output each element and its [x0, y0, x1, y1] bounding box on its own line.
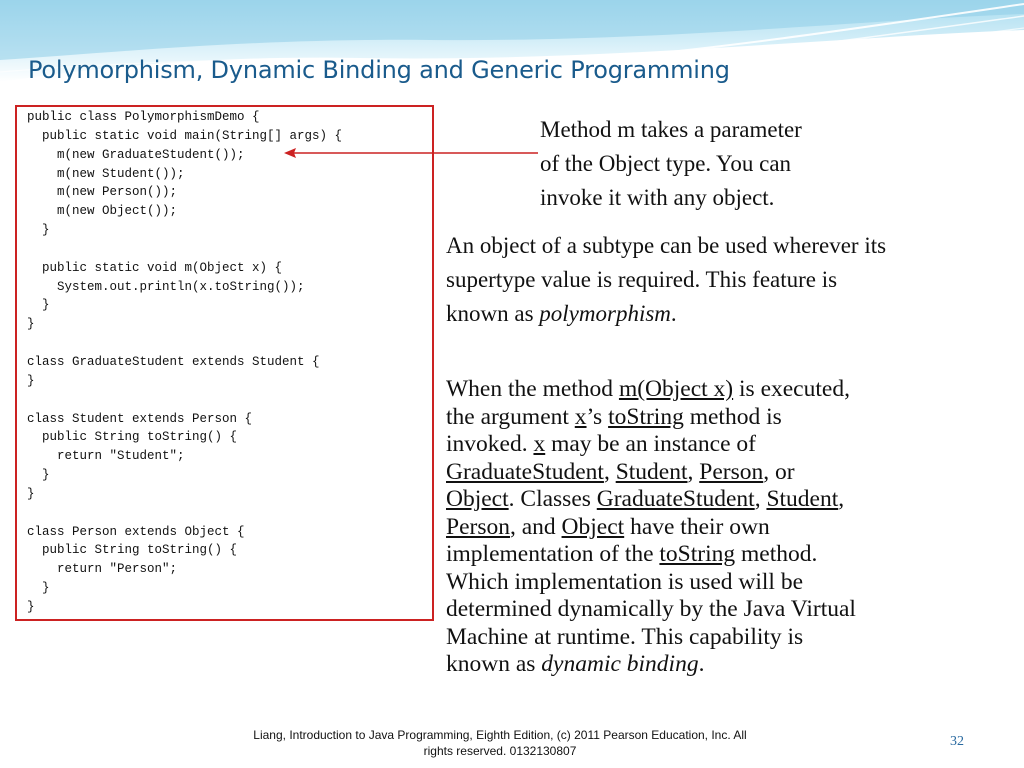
code-line: System.out.println(x.toString()); — [27, 279, 305, 294]
text-run: implementation of the — [446, 541, 660, 567]
text-run: , and — [509, 513, 562, 540]
text-run: the argument — [446, 403, 575, 430]
note-line: supertype value is required. This feature is — [446, 267, 838, 292]
text-run: invoked. — [446, 431, 534, 457]
code-line: } — [27, 223, 50, 238]
note-line — [446, 404, 1006, 432]
slide-title: Polymorphism, Dynamic Binding and Generic Programming — [28, 56, 730, 84]
code-ref: GraduateStudent — [446, 458, 604, 485]
code-line: } — [27, 317, 35, 332]
note-line: of the Object type. You can — [540, 151, 792, 176]
text-run: , — [603, 458, 616, 485]
code-line: public String toString() { — [27, 543, 238, 558]
note-line: invoke it with any object. — [540, 185, 775, 210]
text-run: is executed, — [733, 376, 850, 402]
footer-line: Liang, Introduction to Java Programming, Eighth Edition, (c) 2011 Pearson Education, Inc. All — [253, 728, 747, 742]
code-line: public class PolymorphismDemo { — [27, 110, 260, 124]
code-line: } — [27, 581, 50, 596]
text-run: have their own — [624, 513, 770, 540]
note-line — [446, 376, 1006, 404]
code-ref: Object — [561, 513, 625, 540]
code-line: m(new Student()); — [27, 166, 185, 181]
text-run: , — [687, 458, 700, 485]
code-ref: toString — [608, 403, 684, 430]
code-line: public static void m(Object x) { — [27, 260, 283, 275]
term-dynamic-binding: dynamic binding — [541, 651, 699, 677]
note-line: An object of a subtype can be used wherever its — [446, 233, 887, 258]
code-line: } — [27, 599, 35, 614]
code-line: } — [27, 468, 50, 483]
code-line: class Student extends Person { — [27, 411, 253, 426]
note-line — [446, 541, 1006, 569]
text-run: , or — [763, 458, 795, 485]
code-line: m(new GraduateStudent()); — [27, 147, 245, 162]
code-line: m(new Person()); — [27, 185, 178, 200]
code-ref: toString — [659, 541, 736, 567]
note-line — [446, 459, 1006, 487]
code-listing — [27, 108, 342, 617]
code-line: class GraduateStudent extends Student { — [27, 354, 320, 369]
code-ref: Person — [446, 513, 510, 540]
page-number: 32 — [950, 734, 964, 749]
code-ref: Student — [766, 486, 839, 512]
text-run: may be an instance of — [545, 431, 756, 457]
text-run: , — [754, 486, 767, 512]
code-line: public String toString() { — [27, 430, 238, 445]
code-line — [27, 240, 342, 259]
text-run: method is — [683, 403, 782, 430]
code-line: m(new Object()); — [27, 204, 178, 219]
text-run: When the method — [446, 376, 619, 402]
note-line — [446, 651, 1006, 679]
text-run: method. — [735, 541, 818, 567]
note-line: determined dynamically by the Java Virtual — [446, 596, 856, 622]
note-line — [446, 297, 1006, 331]
code-ref: m(Object x) — [618, 376, 734, 402]
note-line — [446, 514, 1006, 542]
note-line — [446, 431, 1006, 459]
code-ref: Object — [446, 486, 509, 512]
code-line: class Person extends Object { — [27, 524, 245, 539]
note-line: Machine at runtime. This capability is — [446, 623, 804, 650]
text-run: known as — [446, 651, 542, 677]
copyright-footer — [195, 727, 805, 759]
term-polymorphism: polymorphism — [539, 301, 671, 326]
code-ref: Person — [699, 458, 764, 485]
code-line — [27, 334, 342, 353]
note-line: Which implementation is used will be — [446, 568, 803, 595]
code-line — [27, 391, 342, 410]
text-run: known as — [446, 301, 540, 326]
text-run: . — [670, 301, 677, 326]
callout-arrow — [280, 140, 540, 164]
code-ref: GraduateStudent — [596, 486, 755, 512]
code-line: return "Student"; — [27, 449, 185, 464]
code-line: } — [27, 486, 35, 501]
code-ref: x — [533, 431, 546, 457]
header-wave-decoration — [0, 0, 1024, 100]
code-line: } — [27, 298, 50, 313]
code-ref: Student — [615, 458, 688, 485]
note-line — [446, 486, 1006, 514]
code-line — [27, 504, 342, 523]
text-run: , — [838, 486, 845, 512]
method-param-note — [540, 113, 870, 215]
dynamic-binding-note — [446, 376, 1006, 679]
footer-line: rights reserved. 0132130807 — [423, 744, 577, 758]
polymorphism-note — [446, 229, 1006, 331]
code-line: return "Person"; — [27, 562, 178, 577]
code-line: } — [27, 373, 35, 388]
text-run: ’s — [586, 403, 609, 430]
code-ref: x — [574, 403, 587, 430]
note-line: Method m takes a parameter — [540, 117, 802, 142]
code-line: public static void main(String[] args) { — [27, 128, 343, 143]
text-run: . — [698, 651, 705, 677]
text-run: . Classes — [508, 486, 597, 512]
